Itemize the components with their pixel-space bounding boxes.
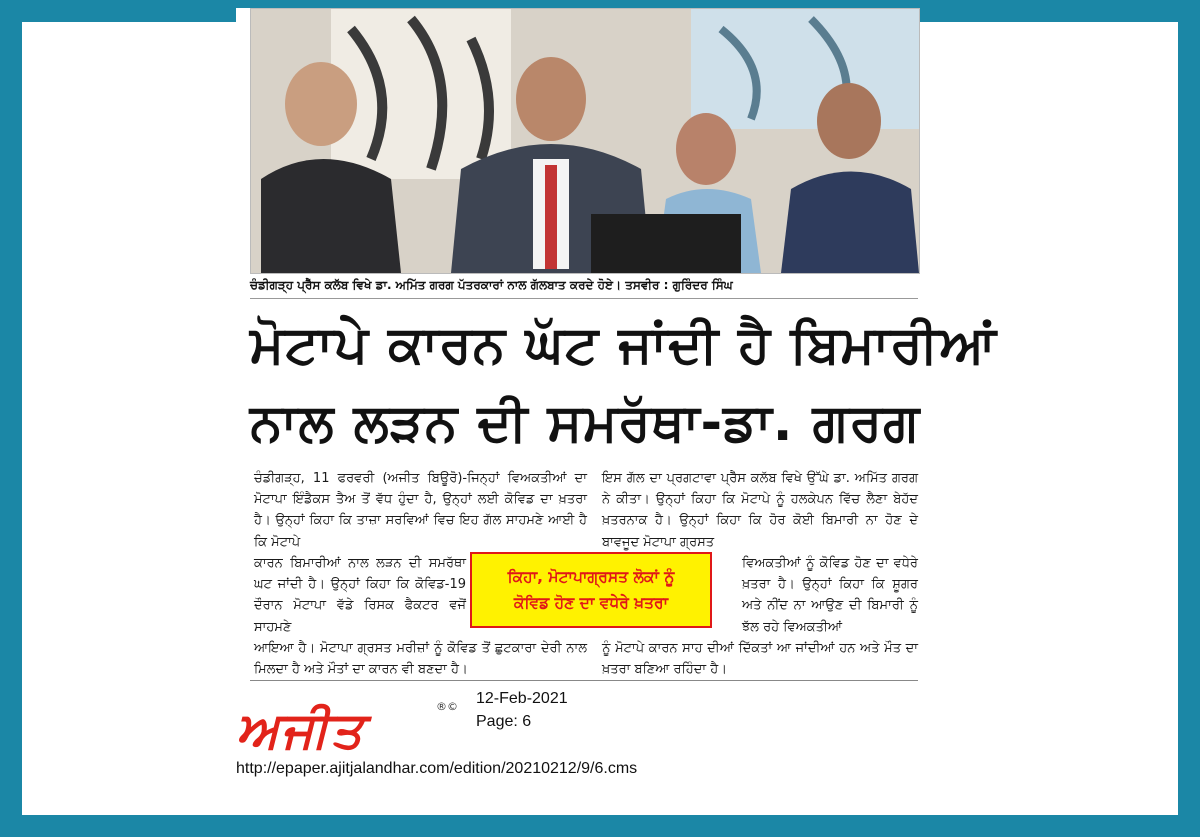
pull-quote-line-1: ਕਿਹਾ, ਮੋਟਾਪਾਗ੍ਰਸਤ ਲੋਕਾਂ ਨੂੰ bbox=[507, 568, 675, 586]
source-url[interactable]: http://epaper.ajitjalandhar.com/edition/20210212/9/6.cms bbox=[236, 760, 638, 777]
article-text-right-top: ਇਸ ਗੱਲ ਦਾ ਪ੍ਰਗਟਾਵਾ ਪ੍ਰੈੱਸ ਕਲੱਬ ਵਿਖੇ ਉੱਘੇ ਡਾ. ਅਮਿੱਤ ਗਰਗ ਨੇ ਕੀਤਾ। ਉਨ੍ਹਾਂ ਕਿਹਾ ਕਿ ਮੋਟਾਪੇ ਨੂੰ ਹਲਕੇਪਨ ਵਿੱਚ ਲੈਣਾ ਬੇਹੱਦ ਖ਼ਤਰਨਾਕ ਹੈ। ਉਨ੍ਹਾਂ ਕਿਹਾ ਕਿ ਹੋਰ ਕੋਈ ਬਿਮਾਰੀ ਨਾ ਹੋਣ ਦੇ ਬਾਵਜੂਦ ਮੋਟਾਪਾ ਗ੍ਰਸਤ bbox=[602, 471, 918, 550]
article-text-left-bottom: ਆਇਆ ਹੈ। ਮੋਟਾਪਾ ਗ੍ਰਸਤ ਮਰੀਜ਼ਾਂ ਨੂੰ ਕੋਵਿਡ ਤੋਂ ਛੁਟਕਾਰਾ ਦੇਰੀ ਨਾਲ ਮਿਲਦਾ ਹੈ ਅਤੇ ਮੌਤਾਂ ਦਾ ਕਾਰਨ ਵੀ ਬਣਦਾ ਹੈ। bbox=[254, 641, 587, 678]
edition-date: 12-Feb-2021 bbox=[476, 690, 568, 707]
press-photo bbox=[250, 8, 920, 274]
page-number: Page: 6 bbox=[476, 713, 532, 730]
pull-quote-line-2: ਕੋਵਿਡ ਹੋਣ ਦਾ ਵਧੇਰੇ ਖ਼ਤਰਾ bbox=[513, 594, 669, 612]
press-photo-image bbox=[251, 9, 919, 273]
article-text-right-bottom: ਨੂੰ ਮੋਟਾਪੇ ਕਾਰਨ ਸਾਹ ਦੀਆਂ ਦਿੱਕਤਾਂ ਆ ਜਾਂਦੀਆਂ ਹਨ ਅਤੇ ਮੌਤ ਦਾ ਖ਼ਤਰਾ ਬਣਿਆ ਰਹਿੰਦਾ ਹੈ। bbox=[602, 641, 918, 678]
bottom-rule bbox=[250, 680, 918, 681]
photo-caption: ਚੰਡੀਗੜ੍ਹ ਪ੍ਰੈੱਸ ਕਲੱਬ ਵਿਖੇ ਡਾ. ਅਮਿੱਤ ਗਰਗ ਪੱਤਰਕਾਰਾਂ ਨਾਲ ਗੱਲਬਾਤ ਕਰਦੇ ਹੋਏ। ਤਸਵੀਰ : ਗੁਰਿੰਦਰ ਸਿੰਘ bbox=[250, 278, 918, 299]
pull-quote-box bbox=[470, 552, 712, 628]
logo-trademark: ®© bbox=[436, 700, 458, 713]
headline-line-1: ਮੋਟਾਪੇ ਕਾਰਨ ਘੱਟ ਜਾਂਦੀ ਹੈ ਬਿਮਾਰੀਆਂ bbox=[250, 315, 998, 375]
headline-line-2: ਨਾਲ ਲੜਨ ਦੀ ਸਮਰੱਥਾ-ਡਾ. ਗਰਗ bbox=[250, 393, 921, 453]
headline bbox=[250, 306, 998, 462]
ajit-logo: ਅਜੀਤ bbox=[236, 700, 365, 759]
article-text-right-mid: ਵਿਅਕਤੀਆਂ ਨੂੰ ਕੋਵਿਡ ਹੋਣ ਦਾ ਵਧੇਰੇ ਖ਼ਤਰਾ ਹੈ। ਉਨ੍ਹਾਂ ਕਿਹਾ ਕਿ ਸ਼ੂਗਰ ਅਤੇ ਨੀਂਦ ਨਾ ਆਉਣ ਦੀ ਬਿਮਾਰੀ ਨੂੰ ਝੱਲ ਰਹੇ ਵਿਅਕਤੀਆਂ bbox=[742, 556, 918, 635]
article-text-left-top: ਚੰਡੀਗੜ੍ਹ, 11 ਫਰਵਰੀ (ਅਜੀਤ ਬਿਊਰੋ)-ਜਿਨ੍ਹਾਂ ਵਿਅਕਤੀਆਂ ਦਾ ਮੋਟਾਪਾ ਇੰਡੈਕਸ ਤੈਅ ਤੋਂ ਵੱਧ ਹੁੰਦਾ ਹੈ, ਉਨ੍ਹਾਂ ਲਈ ਕੋਵਿਡ ਦਾ ਖ਼ਤਰਾ ਹੈ। ਉਨ੍ਹਾਂ ਕਿਹਾ ਕਿ ਤਾਜ਼ਾ ਸਰਵਿਆਂ ਵਿਚ ਇਹ ਗੱਲ ਸਾਹਮਣੇ ਆਈ ਹੈ ਕਿ ਮੋਟਾਪੇ bbox=[254, 471, 587, 550]
article-text-left-mid: ਕਾਰਨ ਬਿਮਾਰੀਆਂ ਨਾਲ ਲੜਨ ਦੀ ਸਮਰੱਥਾ ਘਟ ਜਾਂਦੀ ਹੈ। ਉਨ੍ਹਾਂ ਕਿਹਾ ਕਿ ਕੋਵਿਡ-19 ਦੌਰਾਨ ਮੋਟਾਪਾ ਵੱਡੇ ਰਿਸਕ ਫੈਕਟਰ ਵਜੋਂ ਸਾਹਮਣੇ bbox=[254, 556, 466, 635]
